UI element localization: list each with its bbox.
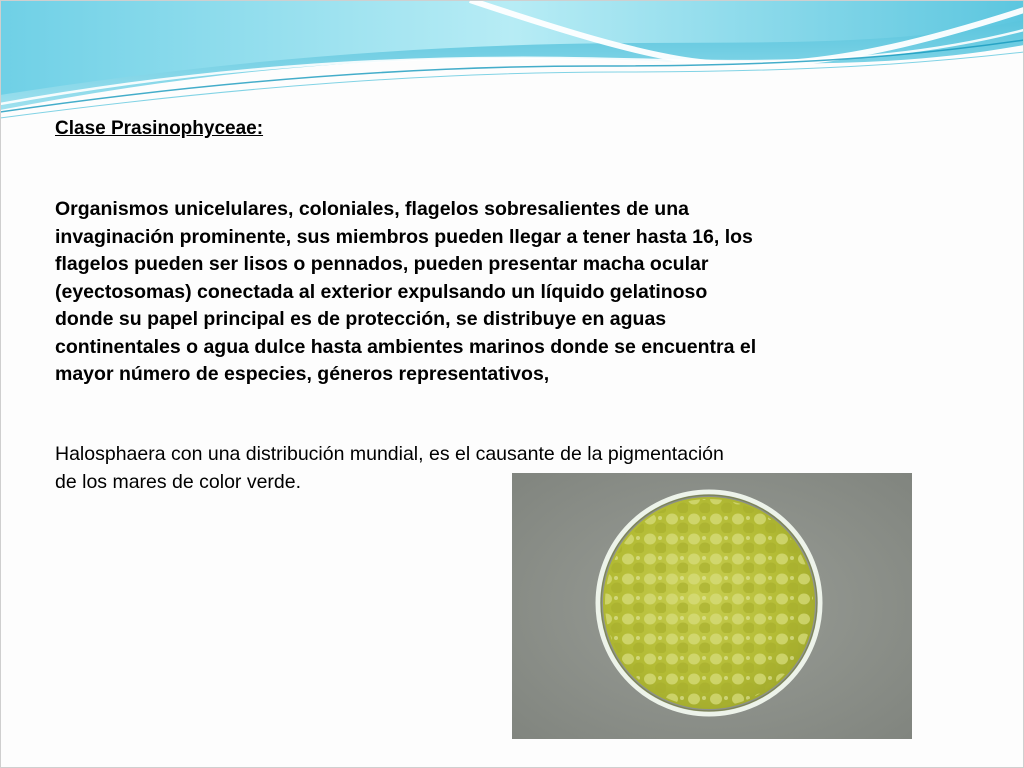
wave-banner-decoration: [0, 0, 1024, 130]
slide-title: Clase Prasinophyceae:: [55, 118, 264, 139]
halosphaera-micrograph-image: [512, 473, 912, 739]
description-paragraph: Organismos unicelulares, coloniales, flagelos sobresalientes de una invaginación prominente, sus miembros pueden llegar a tener hasta 16, los flagelos pueden ser lisos o pennados, pueden presentar macha ocular (eyectosomas) conectada al exterior expulsando un líquido gelatinoso donde su papel principal es de protección, se distribuye en aguas continentales o agua dulce hasta ambientes marinos donde se encuentra el mayor número de especies, géneros representativos,: [55, 198, 757, 385]
example-paragraph: Halosphaera con una distribución mundial, es el causante de la pigmentación de los mares de color verde.: [55, 443, 724, 493]
